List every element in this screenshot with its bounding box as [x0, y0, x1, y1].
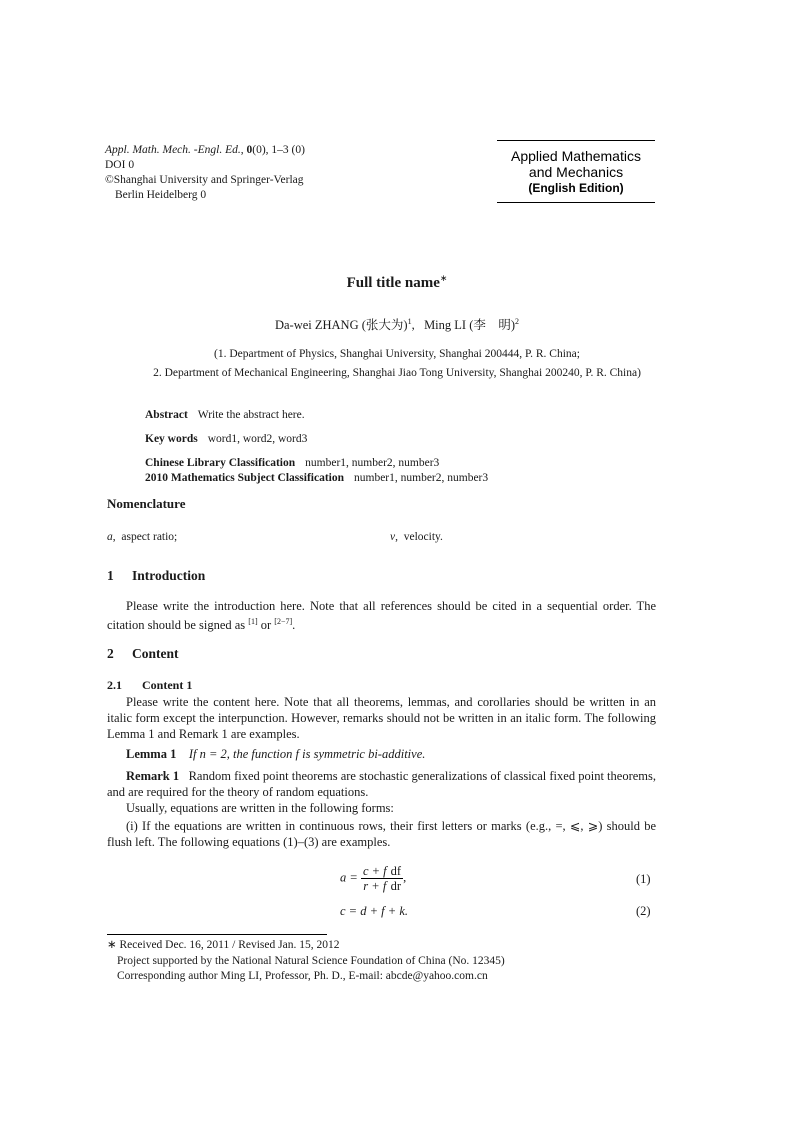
paragraph-text: Usually, equations are written in the following forms: [126, 801, 394, 815]
nomenclature-item: a, aspect ratio; [107, 531, 178, 543]
clc [145, 456, 488, 471]
volume: 0 [246, 144, 253, 156]
equation-number: (2) [636, 904, 651, 918]
subsection-number: 2.1 [107, 678, 122, 692]
section-number: 1 [107, 568, 114, 583]
paragraph-text: Please write the introduction here. Note that all references should be cited in a sequential order. The citation should be signed as [107, 599, 656, 633]
paragraph-text: Please write the content here. Note that all theorems, lemmas, and corollaries should be written in an italic form except the interpunction. However, remarks should not be written in an italic form. The following Lemma 1 and Remark 1 are examples. [107, 695, 656, 741]
copyright: ©Shanghai University and Springer-Verlag [105, 174, 304, 186]
nomenclature-symbol: a [107, 531, 113, 543]
abstract-label: Abstract [145, 409, 188, 421]
paper-title [0, 273, 794, 292]
nomenclature-desc: velocity. [403, 531, 443, 543]
content-paragraph [107, 800, 656, 816]
footnote-rule [107, 934, 327, 935]
numerator: df [390, 864, 402, 878]
footnotes [107, 938, 505, 985]
title-text: Full title name [346, 275, 440, 291]
author-name: Ming LI (李 明) [424, 318, 516, 332]
clc-text: number1, number2, number3 [305, 457, 440, 469]
remark [107, 768, 656, 800]
equation-lhs: a = [340, 870, 358, 885]
copyright-line2: Berlin Heidelberg 0 [115, 189, 207, 201]
issue-pages: (0), 1–3 (0) [252, 144, 305, 156]
journal-citation-block [105, 143, 305, 203]
author-name: Da-wei ZHANG (张大为) [274, 318, 408, 332]
keywords-text: word1, word2, word3 [207, 433, 308, 445]
msc-text: number1, number2, number3 [354, 472, 489, 484]
journal-name-box [497, 140, 655, 203]
fraction [389, 864, 403, 893]
fraction [361, 864, 389, 893]
footnote-received: ∗ Received Dec. 16, 2011 / Revised Jan. 15, 2012 [107, 939, 340, 951]
equation-2 [340, 904, 408, 919]
affiliation: 2. Department of Mechanical Engineering, Shanghai Jiao Tong University, Shanghai 200240, P. R. China) [153, 367, 641, 379]
clc-label: Chinese Library Classification [145, 457, 296, 469]
abstract-block [145, 408, 488, 486]
content-paragraph [107, 818, 656, 850]
title-footnote-mark: ∗ [439, 273, 448, 283]
nomenclature-item: v, velocity. [390, 531, 443, 543]
author-affil-mark: 1 [407, 316, 412, 326]
journal-name-line1: Applied Mathematics [511, 148, 641, 164]
keywords-label: Key words [145, 433, 198, 445]
lemma-text: If n = 2, the function f is symmetric bi-additive. [188, 747, 426, 761]
equation-1 [340, 864, 406, 893]
subsection-heading [107, 678, 192, 693]
msc-label: 2010 Mathematics Subject Classification [145, 472, 344, 484]
paragraph-text: (i) If the equations are written in continuous rows, their first letters or marks (e.g., =, ⩽, ⩾) should be flush left. The following equations (1)–(3) are examples. [107, 819, 656, 849]
section-heading-content [107, 646, 179, 662]
denominator: dr [390, 879, 402, 893]
paragraph-text: or [257, 618, 275, 633]
journal-citation: Appl. Math. Mech. -Engl. Ed., 0(0), 1–3 (0) [105, 144, 305, 156]
nomenclature-title: Nomenclature [107, 496, 186, 511]
section-number: 2 [107, 646, 114, 661]
section-heading-introduction [107, 568, 205, 584]
equation-number: (1) [636, 872, 651, 886]
section-title: Introduction [132, 568, 206, 583]
nomenclature-symbol: v [390, 531, 396, 543]
section-title: Content [132, 646, 179, 661]
citation[interactable]: [2−7] [274, 617, 293, 626]
abstract [145, 408, 488, 423]
doi: DOI 0 [105, 159, 135, 171]
nomenclature-desc: aspect ratio; [121, 531, 178, 543]
citation[interactable]: [1] [248, 617, 258, 626]
abstract-text: Write the abstract here. [197, 409, 305, 421]
affiliations [0, 345, 794, 383]
content-paragraph [107, 694, 656, 742]
numerator: c + f [362, 864, 387, 878]
subsection-title: Content 1 [142, 678, 193, 692]
msc [145, 471, 488, 486]
introduction-paragraph [107, 598, 656, 633]
authors: Da-wei ZHANG (张大为)$^1$, Ming LI (李 明)$^2$ [274, 316, 520, 332]
footnote-funding: Project supported by the National Natural Science Foundation of China (No. 12345) [117, 954, 505, 967]
equation-tail: , [403, 870, 407, 885]
equation-text: c = d + f + k. [340, 904, 408, 918]
remark-label: Remark 1 [126, 769, 180, 783]
paragraph-text: . [292, 618, 296, 633]
keywords [145, 432, 488, 447]
journal-name-line3: (English Edition) [528, 181, 624, 195]
lemma [107, 746, 656, 762]
journal-abbrev: Appl. Math. Mech. -Engl. Ed. [105, 144, 241, 156]
affiliation: (1. Department of Physics, Shanghai University, Shanghai 200444, P. R. China; [214, 348, 580, 360]
denominator: r + f [363, 879, 387, 893]
remark-text: Random fixed point theorems are stochastic generalizations of classical fixed point theorems, and are required for the theory of random equations. [107, 769, 657, 799]
author-affil-mark: 2 [515, 316, 520, 326]
footnote-corresponding: Corresponding author Ming LI, Professor, Ph. D., E-mail: abcde@yahoo.com.cn [117, 970, 488, 982]
lemma-label: Lemma 1 [126, 747, 177, 761]
journal-name-line2: and Mechanics [528, 164, 624, 180]
